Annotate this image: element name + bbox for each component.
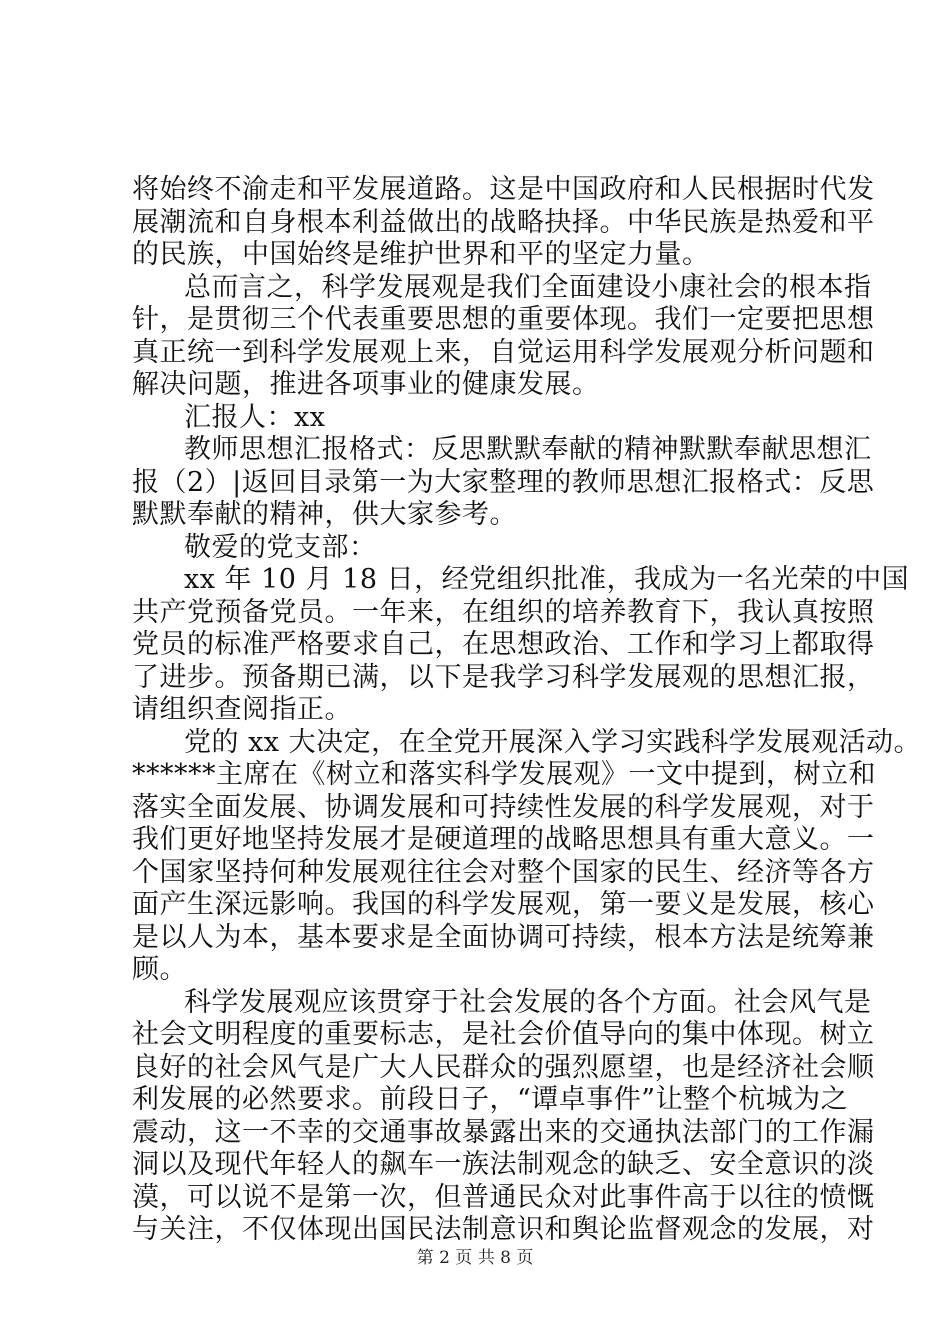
text-line: 个国家坚持何种发展观往往会对整个国家的民生、经济等各方 [132, 856, 875, 888]
text-line: 利发展的必然要求。前段日子，“谭卓事件”让整个杭城为之 [132, 1084, 849, 1115]
text-line: 的民族，中国始终是维护世界和平的坚定力量。 [132, 239, 710, 270]
text-line: ******主席在《树立和落实科学发展观》一文中提到，树立和 [132, 759, 876, 790]
text-line: 教师思想汇报格式：反思默默奉献的精神默默奉献思想汇 [184, 434, 872, 465]
text-line: 请组织查阅指正。 [132, 694, 352, 725]
page-footer [0, 1243, 950, 1268]
text-line: 科学发展观应该贯穿于社会发展的各个方面。社会风气是 [184, 986, 872, 1018]
text-line: 了进步。预备期已满，以下是我学习科学发展观的思想汇报， [132, 661, 875, 693]
text-line: 党员的标准严格要求自己，在思想政治、工作和学习上都取得 [132, 629, 875, 660]
text-line: 顾。 [132, 954, 187, 985]
text-line: 针，是贯彻三个代表重要思想的重要体现。我们一定要把思想 [132, 304, 875, 335]
text-line: 总而言之，科学发展观是我们全面建设小康社会的根本指 [184, 271, 872, 303]
text-line: 汇报人：xx [184, 401, 326, 433]
text-line: 落实全面发展、协调发展和可持续性发展的科学发展观，对于 [132, 791, 875, 823]
text-line: 社会文明程度的重要标志，是社会价值导向的集中体现。树立 [132, 1019, 875, 1050]
text-line: 洞以及现代年轻人的飙车一族法制观念的缺乏、安全意识的淡 [132, 1149, 875, 1180]
text-line: 漠，可以说不是第一次，但普通民众对此事件高于以往的愤慨 [132, 1181, 875, 1213]
text-line: xx 年 10 月 18 日，经党组织批准，我成为一名光荣的中国 [184, 564, 910, 595]
text-line: 真正统一到科学发展观上来，自觉运用科学发展观分析问题和 [132, 336, 875, 368]
text-line: 默默奉献的精神，供大家参考。 [132, 499, 517, 530]
text-line: 良好的社会风气是广大人民群众的强烈愿望，也是经济社会顺 [132, 1051, 875, 1083]
text-line: 震动，这一不幸的交通事故暴露出来的交通执法部门的工作漏 [132, 1116, 875, 1148]
text-line: 展潮流和自身根本利益做出的战略抉择。中华民族是热爱和平 [132, 206, 875, 238]
text-line: 将始终不渝走和平发展道路。这是中国政府和人民根据时代发 [132, 174, 875, 205]
text-line: 是以人为本，基本要求是全面协调可持续，根本方法是统筹兼 [132, 921, 875, 953]
text-line: 共产党预备党员。一年来，在组织的培养教育下，我认真按照 [132, 596, 875, 628]
document-body [132, 174, 922, 1247]
text-line: 解决问题，推进各项事业的健康发展。 [132, 369, 600, 400]
text-line: 与关注，不仅体现出国民法制意识和舆论监督观念的发展，对 [132, 1214, 875, 1245]
text-line: 敬爱的党支部： [184, 531, 377, 563]
text-line: 面产生深远影响。我国的科学发展观，第一要义是发展，核心 [132, 889, 875, 920]
text-line: 报（2）|返回目录第一为大家整理的教师思想汇报格式：反思 [132, 466, 875, 498]
text-line: 党的 xx 大决定，在全党开展深入学习实践科学发展观活动。 [184, 726, 922, 758]
page-number-label: 第 2 页 共 8 页 [416, 1248, 534, 1268]
text-line: 我们更好地坚持发展才是硬道理的战略思想具有重大意义。一 [132, 824, 875, 855]
